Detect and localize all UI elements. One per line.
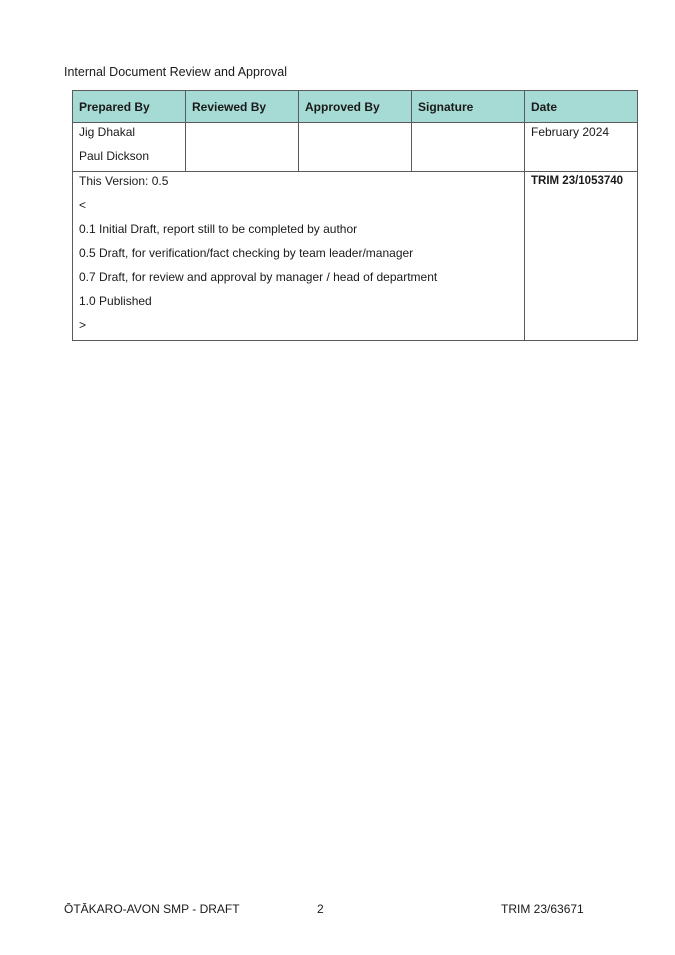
version-history-cell	[73, 172, 525, 341]
approved-by-cell	[299, 123, 412, 172]
footer-page-number: 2	[317, 902, 324, 916]
header-prepared-by: Prepared By	[73, 91, 186, 123]
section-heading: Internal Document Review and Approval	[64, 65, 288, 79]
review-approval-table	[72, 90, 638, 341]
footer-document-title: ŌTĀKARO-AVON SMP - DRAFT	[64, 902, 240, 916]
date-value: February 2024	[531, 125, 610, 139]
preparer-name: Paul Dickson	[79, 149, 150, 163]
trim-reference: TRIM 23/1053740	[531, 175, 624, 187]
version-line: >	[79, 318, 87, 332]
table-row	[73, 172, 638, 341]
version-line: 0.7 Draft, for review and approval by manager / head of department	[79, 270, 438, 284]
header-date: Date	[525, 91, 638, 123]
table-row	[73, 123, 638, 172]
date-cell	[525, 123, 638, 172]
table-header-row	[73, 91, 638, 123]
preparer-name: Jig Dhakal	[79, 125, 136, 139]
header-signature: Signature	[412, 91, 525, 123]
version-line: 1.0 Published	[79, 294, 152, 308]
version-line: 0.1 Initial Draft, report still to be completed by author	[79, 222, 358, 236]
signature-cell	[412, 123, 525, 172]
header-approved-by: Approved By	[299, 91, 412, 123]
version-line: This Version: 0.5	[79, 174, 169, 188]
footer-trim-reference: TRIM 23/63671	[501, 902, 584, 916]
trim-reference-cell	[525, 172, 638, 341]
header-reviewed-by: Reviewed By	[186, 91, 299, 123]
version-line: 0.5 Draft, for verification/fact checking by team leader/manager	[79, 246, 414, 260]
reviewed-by-cell	[186, 123, 299, 172]
prepared-by-cell	[73, 123, 186, 172]
version-line: <	[79, 198, 87, 212]
